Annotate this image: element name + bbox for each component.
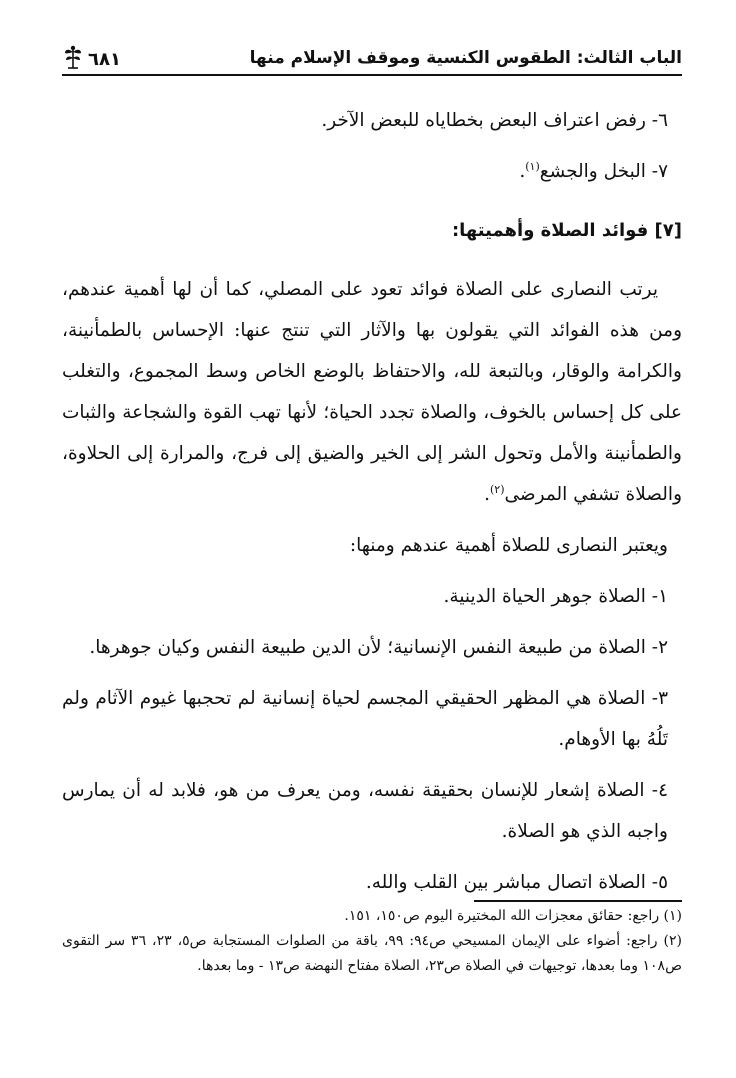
list-item (62, 151, 668, 192)
list-item-end: . (519, 161, 526, 182)
page-body (62, 100, 682, 903)
list-item: ٢- الصلاة من طبيعة النفس الإنسانية؛ لأن الدين طبيعة النفس وكيان جوهرها. (89, 637, 668, 658)
footnote-ref: (٢) (490, 482, 505, 496)
page-number-group (62, 44, 121, 74)
running-header (62, 36, 682, 76)
list-item: ٣- الصلاة هي المظهر الحقيقي المجسم لحياة إنسانية لم تحجبها غيوم الآثام ولم تَلُهُ بها الأوهام. (62, 688, 668, 750)
footnote: (٢) راجع: أضواء على الإيمان المسيحي ص٩٤: ٩٩، باقة من الصلوات المستجابة ص٥، ٢٣، ٣٦ سر التقوى ص١٠٨ وما بعدها، توجيهات في الصلاة ص٢٣، الصلاة مفتاح النهضة ص١٣ - وما بعدها. (62, 933, 682, 974)
floral-ornament-icon (62, 44, 84, 70)
footnote-divider (474, 900, 682, 902)
paragraph-end: . (484, 484, 490, 505)
list-item: ٤- الصلاة إشعار للإنسان بحقيقة نفسه، ومن يعرف من هو، فلابد له أن يمارس واجبه الذي هو الصلاة. (62, 780, 668, 842)
footnotes (62, 904, 682, 979)
chapter-title: الباب الثالث: الطقوس الكنسية وموقف الإسلام منها (249, 48, 682, 68)
section-heading: [٧] فوائد الصلاة وأهميتها: (451, 220, 682, 241)
list-item: ١- الصلاة جوهر الحياة الدينية. (443, 586, 668, 607)
paragraph-text: يرتب النصارى على الصلاة فوائد تعود على المصلي، كما أن لها أهمية عندهم، ومن هذه الفوائد التي يقولون بها والآثار التي تنتج عنها: الإحساس بالطمأنينة، والكرامة والوقار، وبالتبعة لله، والاحتفاظ بالوضع الخاص وسط المجموع، والتغلب على كل إحساس بالخوف، والصلاة تجدد الحياة؛ لأنها تهب القوة والشجاعة والثبات والطمأنينة والأمل وتحول الشر إلى الخير والضيق إلى فرج، والمرارة إلى الحلاوة، والصلاة تشفي المرضى (62, 279, 682, 505)
list-item: ٦- رفض اعتراف البعض بخطاياه للبعض الآخر. (321, 110, 668, 131)
list-item-text: ٧- البخل والجشع (539, 161, 668, 182)
list-item: ٥- الصلاة اتصال مباشر بين القلب والله. (365, 872, 668, 893)
page-number: ٦٨١ (88, 49, 121, 70)
intro-line: ويعتبر النصارى للصلاة أهمية عندهم ومنها: (349, 535, 668, 556)
body-paragraph (62, 269, 682, 515)
footnote: (١) راجع: حقائق معجزات الله المختيرة اليوم ص١٥٠، ١٥١. (344, 908, 682, 924)
footnote-ref: (١) (525, 159, 540, 173)
